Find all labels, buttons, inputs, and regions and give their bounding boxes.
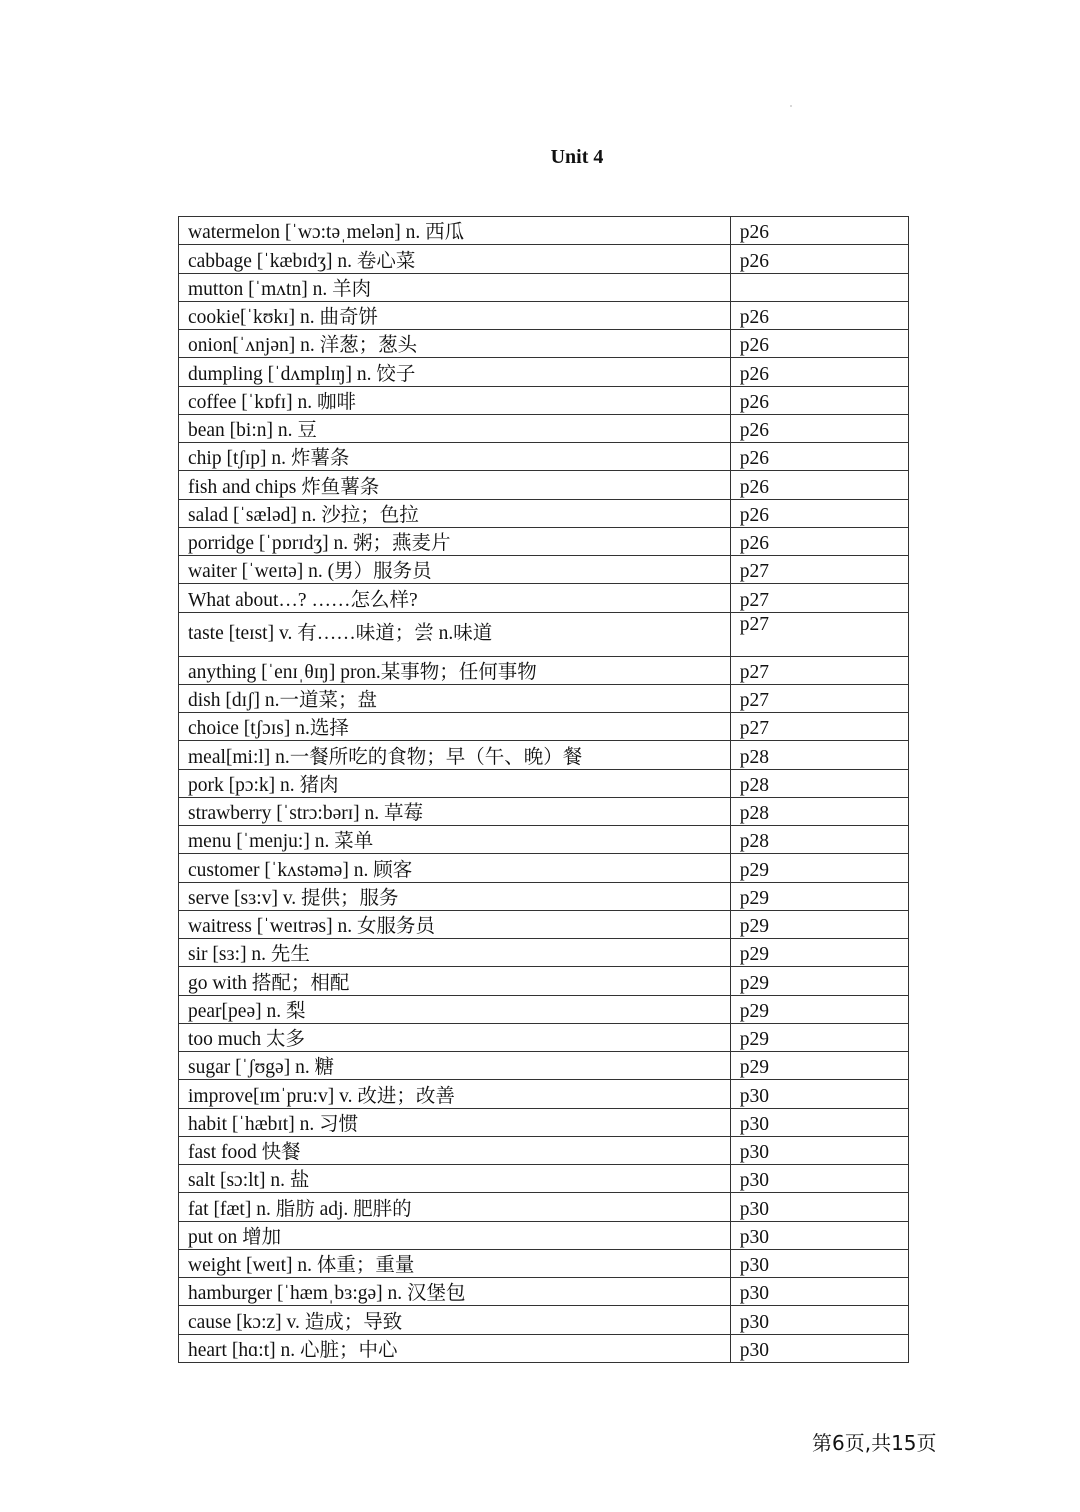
table-row xyxy=(179,330,909,358)
page-reference-cell: p26 xyxy=(730,499,908,527)
page-reference-cell: p26 xyxy=(730,414,908,442)
table-row xyxy=(179,1136,909,1164)
page-reference-cell: p26 xyxy=(730,443,908,471)
page-reference-cell: p28 xyxy=(730,797,908,825)
vocab-entry-cell: fast food 快餐 xyxy=(179,1136,731,1164)
table-row xyxy=(179,797,909,825)
page-reference-cell: p30 xyxy=(730,1080,908,1108)
page-reference-cell: p30 xyxy=(730,1221,908,1249)
table-row xyxy=(179,910,909,938)
vocab-entry-cell: menu [ˈmenju:] n. 菜单 xyxy=(179,826,731,854)
page-reference-cell: p27 xyxy=(730,556,908,584)
page-reference-cell: p29 xyxy=(730,882,908,910)
page-reference-cell: p26 xyxy=(730,358,908,386)
table-row xyxy=(179,826,909,854)
table-row xyxy=(179,217,909,245)
page-reference-cell: p29 xyxy=(730,939,908,967)
vocab-entry-cell: dumpling [ˈdʌmplɪŋ] n. 饺子 xyxy=(179,358,731,386)
page-reference-cell: p26 xyxy=(730,217,908,245)
page-reference-cell: p27 xyxy=(730,656,908,684)
vocab-entry-cell: What about…? ……怎么样? xyxy=(179,584,731,612)
table-row xyxy=(179,245,909,273)
table-row xyxy=(179,527,909,555)
vocab-entry-cell: salt [sɔ:lt] n. 盐 xyxy=(179,1165,731,1193)
vocab-entry-cell: weight [weɪt] n. 体重；重量 xyxy=(179,1249,731,1277)
page-reference-cell: p27 xyxy=(730,684,908,712)
vocab-entry-cell: strawberry [ˈstrɔ:bərɪ] n. 草莓 xyxy=(179,797,731,825)
vocab-entry-cell: sugar [ˈʃʊgə] n. 糖 xyxy=(179,1052,731,1080)
page-reference-cell: p26 xyxy=(730,527,908,555)
page-reference-cell: p30 xyxy=(730,1249,908,1277)
vocabulary-table-body xyxy=(179,217,909,1363)
table-row xyxy=(179,967,909,995)
table-row xyxy=(179,1108,909,1136)
table-row xyxy=(179,612,909,656)
vocab-entry-cell: taste [teɪst] v. 有……味道；尝 n.味道 xyxy=(179,612,731,656)
page-reference-cell: p29 xyxy=(730,1023,908,1051)
vocab-entry-cell: hamburger [ˈhæmˌbɜ:gə] n. 汉堡包 xyxy=(179,1278,731,1306)
page-reference-cell: p26 xyxy=(730,471,908,499)
vocab-entry-cell: serve [sɜ:v] v. 提供；服务 xyxy=(179,882,731,910)
table-row xyxy=(179,273,909,301)
table-row xyxy=(179,713,909,741)
page-reference-cell: p30 xyxy=(730,1278,908,1306)
page-reference-cell: p30 xyxy=(730,1136,908,1164)
page-reference-cell: p29 xyxy=(730,995,908,1023)
vocab-entry-cell: chip [tʃɪp] n. 炸薯条 xyxy=(179,443,731,471)
page-number-footer: 第6页,共15页 xyxy=(812,1431,937,1455)
page-reference-cell: p30 xyxy=(730,1108,908,1136)
table-row xyxy=(179,471,909,499)
page-reference-cell: p29 xyxy=(730,910,908,938)
page-reference-cell: p26 xyxy=(730,245,908,273)
page-reference-cell: p29 xyxy=(730,967,908,995)
table-row xyxy=(179,1278,909,1306)
table-row xyxy=(179,1221,909,1249)
table-row xyxy=(179,1306,909,1334)
vocab-entry-cell: waiter [ˈweɪtə] n. (男）服务员 xyxy=(179,556,731,584)
vocabulary-table xyxy=(178,216,909,1363)
vocab-entry-cell: mutton [ˈmʌtn] n. 羊肉 xyxy=(179,273,731,301)
vocab-entry-cell: coffee [ˈkɒfɪ] n. 咖啡 xyxy=(179,386,731,414)
vocab-entry-cell: pork [pɔ:k] n. 猪肉 xyxy=(179,769,731,797)
page-title: Unit 4 xyxy=(550,146,604,168)
table-row xyxy=(179,854,909,882)
vocab-entry-cell: meal[mi:l] n.一餐所吃的食物；早（午、晚）餐 xyxy=(179,741,731,769)
vocab-entry-cell: onion[ˈʌnjən] n. 洋葱；葱头 xyxy=(179,330,731,358)
page-reference-cell: p28 xyxy=(730,741,908,769)
vocab-entry-cell: heart [hɑ:t] n. 心脏；中心 xyxy=(179,1334,731,1362)
vocab-entry-cell: pear[peə] n. 梨 xyxy=(179,995,731,1023)
vocab-entry-cell: salad [ˈsæləd] n. 沙拉；色拉 xyxy=(179,499,731,527)
page-reference-cell: p26 xyxy=(730,330,908,358)
table-row xyxy=(179,1080,909,1108)
table-row xyxy=(179,656,909,684)
table-row xyxy=(179,1249,909,1277)
table-row xyxy=(179,995,909,1023)
page-reference-cell: p28 xyxy=(730,769,908,797)
vocab-entry-cell: watermelon [ˈwɔ:təˌmelən] n. 西瓜 xyxy=(179,217,731,245)
table-row xyxy=(179,1193,909,1221)
vocab-entry-cell: go with 搭配；相配 xyxy=(179,967,731,995)
vocab-entry-cell: dish [dɪʃ] n.一道菜；盘 xyxy=(179,684,731,712)
vocab-entry-cell: bean [bi:n] n. 豆 xyxy=(179,414,731,442)
vocab-entry-cell: put on 增加 xyxy=(179,1221,731,1249)
scan-speck xyxy=(790,105,792,107)
page-reference-cell: p26 xyxy=(730,301,908,329)
page-reference-cell: p29 xyxy=(730,1052,908,1080)
vocab-entry-cell: waitress [ˈweɪtrəs] n. 女服务员 xyxy=(179,910,731,938)
vocab-entry-cell: habit [ˈhæbɪt] n. 习惯 xyxy=(179,1108,731,1136)
table-row xyxy=(179,499,909,527)
vocab-entry-cell: customer [ˈkʌstəmə] n. 顾客 xyxy=(179,854,731,882)
vocab-entry-cell: cookie[ˈkʊkɪ] n. 曲奇饼 xyxy=(179,301,731,329)
table-row xyxy=(179,939,909,967)
page-reference-cell: p27 xyxy=(730,612,908,656)
table-row xyxy=(179,1165,909,1193)
page-reference-cell: p30 xyxy=(730,1334,908,1362)
table-row xyxy=(179,584,909,612)
vocab-entry-cell: improve[ɪmˈpru:v] v. 改进；改善 xyxy=(179,1080,731,1108)
table-row xyxy=(179,386,909,414)
vocab-entry-cell: cabbage [ˈkæbɪdʒ] n. 卷心菜 xyxy=(179,245,731,273)
vocab-entry-cell: fish and chips 炸鱼薯条 xyxy=(179,471,731,499)
table-row xyxy=(179,301,909,329)
table-row xyxy=(179,741,909,769)
page-reference-cell: p30 xyxy=(730,1306,908,1334)
table-row xyxy=(179,443,909,471)
page-reference-cell: p30 xyxy=(730,1193,908,1221)
vocab-entry-cell: sir [sɜ:] n. 先生 xyxy=(179,939,731,967)
vocab-entry-cell: fat [fæt] n. 脂肪 adj. 肥胖的 xyxy=(179,1193,731,1221)
table-row xyxy=(179,1023,909,1051)
page-reference-cell: p30 xyxy=(730,1165,908,1193)
page-reference-cell: p27 xyxy=(730,584,908,612)
table-row xyxy=(179,556,909,584)
table-row xyxy=(179,882,909,910)
table-row xyxy=(179,358,909,386)
vocab-entry-cell: choice [tʃɔɪs] n.选择 xyxy=(179,713,731,741)
vocab-entry-cell: anything [ˈenɪˌθɪŋ] pron.某事物；任何事物 xyxy=(179,656,731,684)
table-row xyxy=(179,414,909,442)
page-reference-cell: p26 xyxy=(730,386,908,414)
page-reference-cell: p29 xyxy=(730,854,908,882)
page-reference-cell xyxy=(730,273,908,301)
page-reference-cell: p27 xyxy=(730,713,908,741)
vocab-entry-cell: porridge [ˈpɒrɪdʒ] n. 粥；燕麦片 xyxy=(179,527,731,555)
vocab-entry-cell: too much 太多 xyxy=(179,1023,731,1051)
table-row xyxy=(179,1334,909,1362)
table-row xyxy=(179,684,909,712)
table-row xyxy=(179,1052,909,1080)
vocab-entry-cell: cause [kɔ:z] v. 造成；导致 xyxy=(179,1306,731,1334)
table-row xyxy=(179,769,909,797)
page-reference-cell: p28 xyxy=(730,826,908,854)
